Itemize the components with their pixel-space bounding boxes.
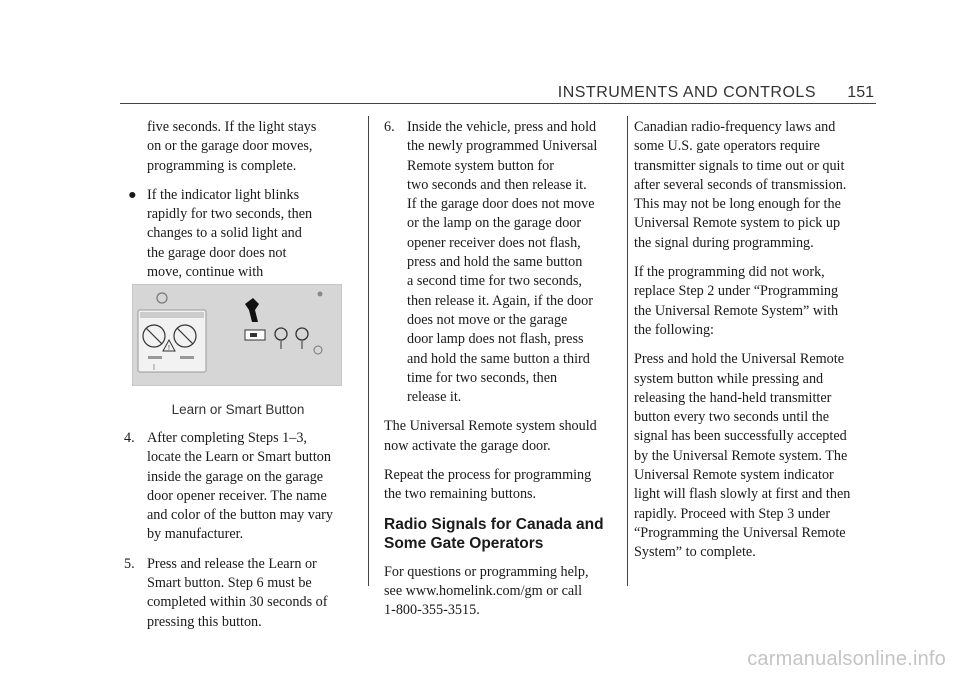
continuation-text: five seconds. If the light stays on or the garage door moves, programming is complete. [147,119,317,174]
paragraph-repeat: Repeat the process for programming the two remaining buttons. [384,467,592,503]
watermark: carmanualsonline.info [747,648,946,670]
bullet-marker: ● [128,186,137,203]
column-divider-2 [627,116,628,586]
step-5: 5. Press and release the Learn or Smart button. Step 6 must be completed within 30 seconds of pressing this button. [124,555,328,630]
page-number: 151 [847,84,874,101]
paragraph-activate: The Universal Remote system should now activate the garage door. [384,418,597,454]
paragraph-replace-step: If the programming did not work, replace Step 2 under “Programming the Universal Remote System” with the following: [634,264,839,338]
learn-button-figure [132,284,342,386]
step-6: 6. Inside the vehicle, press and hold the newly programmed Universal Remote system button for two seconds and then release it. If the garage door does not move or the lamp on the garage door opener receiver does not flash, press and hold the same button a second time for two seconds, then release it. Again, if the door does not move or the garage door lamp does not flash, press and hold the same button a third time for two seconds, then release it. [384,119,598,406]
paragraph-press-hold: Press and hold the Universal Remote system button while pressing and releasing the hand-held transmitter button every two seconds until the signal has been successfully accepted by the Universal Remote system. The Universal Remote system indicator light will flash slowly at first and then rapidly. Proceed with Step 3 under “Programming the Universal Remote System” to complete. [634,351,851,561]
paragraph-help: For questions or programming help, see www.homelink.com/gm or call 1-800-355-3515. [384,563,589,619]
column-1 [124,118,364,312]
column-1-steps [124,429,364,642]
section-subheading: Radio Signals for Canada and Some Gate Operators [384,515,604,552]
column-divider-1 [368,116,369,586]
page-header [120,84,876,104]
bullet-item: ● If the indicator light blinks rapidly for two seconds, then changes to a solid light and the garage door does not move, continue with [128,186,313,281]
svg-text:!: ! [168,345,170,352]
step-4: 4. After completing Steps 1–3, locate the Learn or Smart button inside the garage on the garage door opener receiver. The name and color of the button may vary by manufacturer. [124,430,333,543]
section-title: INSTRUMENTS AND CONTROLS [557,84,816,101]
paragraph-canadian-laws: Canadian radio-frequency laws and some U.S. gate operators require transmitter signals to time out or quit after several seconds of transmission. This may not be long enough for the Universal Remote system to pick up the signal during programming. [634,119,847,251]
column-2 [384,118,624,631]
header-rule [120,103,876,104]
figure-caption: Learn or Smart Button [171,402,305,417]
column-3 [634,118,878,573]
